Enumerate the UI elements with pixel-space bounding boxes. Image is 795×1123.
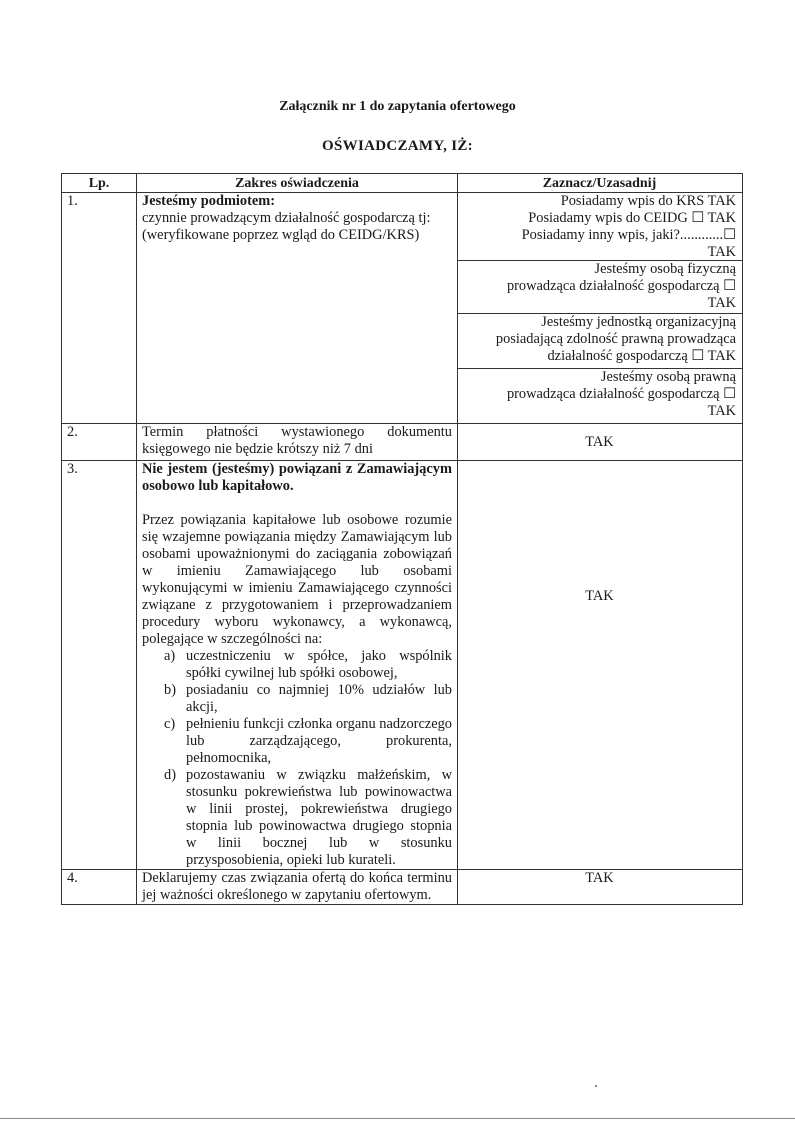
row-note: (weryfikowane poprzez wgląd do CEIDG/KRS) — [142, 227, 420, 243]
answer-value[interactable]: TAK — [458, 461, 743, 870]
answer-line[interactable]: działalność gospodarczą ☐ TAK — [547, 348, 736, 364]
declaration-table — [61, 173, 743, 905]
scan-speck — [595, 1085, 597, 1087]
list-item: b) posiadaniu co najmniej 10% udziałów lub akcji, — [164, 682, 452, 715]
row-number: 3. — [62, 461, 137, 870]
row-text: czynnie prowadzącym działalność gospodarczą tj: — [142, 210, 431, 226]
column-header-answer: Zaznacz/Uzasadnij — [458, 174, 743, 193]
row-text: Deklarujemy czas związania ofertą do końca terminu jej ważności określonego w zapytaniu ofertowym. — [137, 870, 458, 905]
answer-block — [458, 260, 742, 313]
list-item: d) pozostawaniu w związku małżeńskim, w stosunku pokrewieństwa lub powinowactwa w linii prostej, pokrewieństwa drugiego stopnia lub powinowactwa drugiego stopnia w linii bocznej lub w stosunku przysposobienia, opieki lub kurateli. — [164, 767, 452, 868]
table-header-row — [62, 174, 743, 193]
row-number: 1. — [62, 193, 137, 424]
answer-line: Jesteśmy jednostką organizacyjną — [541, 314, 736, 330]
answer-line[interactable]: Posiadamy inny wpis, jaki?............☐ — [521, 227, 736, 243]
scope-cell — [137, 461, 458, 870]
answer-line: Jesteśmy osobą fizyczną — [594, 261, 736, 277]
answer-line: TAK — [707, 244, 736, 260]
list-item: a) uczestniczeniu w spółce, jako wspólnik spółki cywilnej lub spółki osobowej, — [164, 648, 452, 681]
row-title: Jesteśmy podmiotem: — [142, 193, 276, 209]
answer-block — [458, 313, 742, 368]
table-row — [62, 461, 743, 870]
row-number: 2. — [62, 424, 137, 461]
answer-block — [458, 193, 742, 260]
answer-line[interactable]: prowadząca działalność gospodarczą ☐ — [506, 386, 736, 402]
answer-block — [458, 368, 742, 423]
answer-line[interactable]: Posiadamy wpis do KRS TAK — [560, 193, 736, 209]
declaration-heading: OŚWIADCZAMY, IŻ: — [322, 138, 473, 154]
page-edge-line — [0, 1118, 795, 1119]
answer-line: posiadającą zdolność prawną prowadząca — [495, 331, 736, 347]
answer-cell — [458, 193, 743, 424]
column-header-lp: Lp. — [62, 174, 137, 193]
scope-cell — [137, 193, 458, 424]
row-text: Przez powiązania kapitałowe lub osobowe rozumie się wzajemne powiązania między Zamawiającym lub osobami upoważnionymi do zaciągania zobowiązań w imieniu Zamawiającego lub osobami wykonującymi w imieniu Zamawiającego czynności związane z przygotowaniem i przeprowadzaniem procedury wyboru wykonawcy, a wykonawcą, polegające w szczególności na: — [142, 512, 452, 647]
row-text: Termin płatności wystawionego dokumentu księgowego nie będzie krótszy niż 7 dni — [137, 424, 458, 461]
table-row — [62, 870, 743, 905]
row-number: 4. — [62, 870, 137, 905]
attachment-heading: Załącznik nr 1 do zapytania ofertowego — [279, 99, 516, 114]
answer-line[interactable]: prowadząca działalność gospodarczą ☐ — [506, 278, 736, 294]
answer-value[interactable]: TAK — [458, 870, 743, 905]
answer-line: Jesteśmy osobą prawną — [600, 369, 736, 385]
table-row — [62, 193, 743, 424]
answer-line: TAK — [707, 403, 736, 419]
answer-value[interactable]: TAK — [458, 424, 743, 461]
conditions-list — [142, 648, 452, 869]
row-title: Nie jestem (jesteśmy) powiązani z Zamawiającym osobowo lub kapitałowo. — [142, 461, 452, 494]
column-header-scope: Zakres oświadczenia — [137, 174, 458, 193]
answer-line[interactable]: Posiadamy wpis do CEIDG ☐ TAK — [528, 210, 736, 226]
table-row — [62, 424, 743, 461]
list-item: c) pełnieniu funkcji członka organu nadzorczego lub zarządzającego, prokurenta, pełnomocnika, — [164, 716, 452, 766]
answer-line: TAK — [707, 295, 736, 311]
